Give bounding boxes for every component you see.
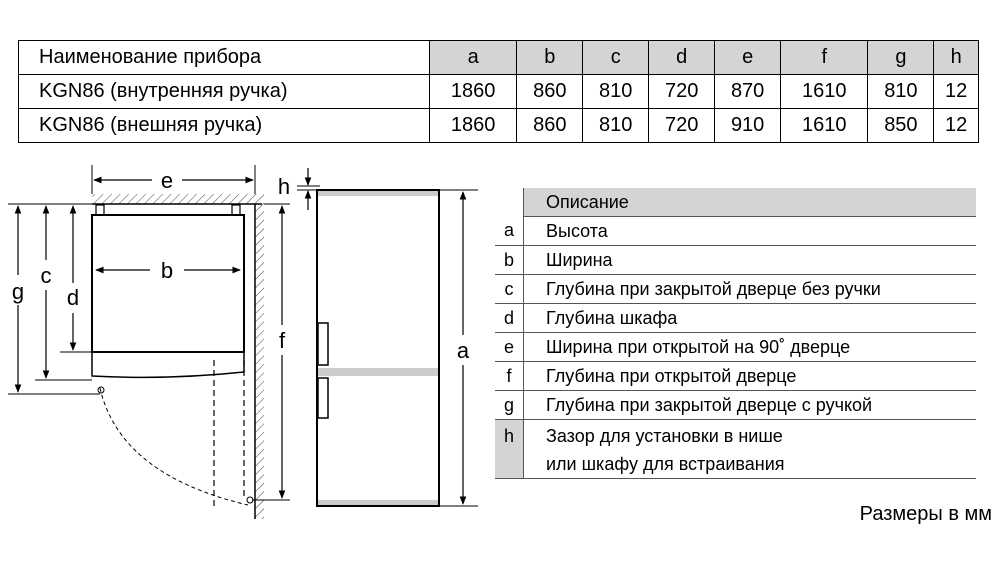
- dim-label-h: h: [277, 174, 291, 199]
- header-col-e: e: [715, 41, 781, 75]
- spacer-right: [232, 205, 240, 215]
- legend-key: c: [495, 275, 524, 304]
- legend-header: Описание: [524, 188, 977, 217]
- legend-row: [495, 217, 976, 246]
- legend-row: [495, 391, 976, 420]
- open-door-outline: [214, 360, 244, 510]
- legend-table: [495, 188, 976, 479]
- dim-label-e: e: [160, 168, 174, 193]
- units-note: Размеры в мм: [859, 503, 992, 525]
- legend-key: e: [495, 333, 524, 362]
- legend-key: g: [495, 391, 524, 420]
- legend-text-line2: или шкафу для встраивания: [546, 454, 785, 474]
- fridge-body-top-view: [92, 215, 244, 352]
- dim-label-c: c: [40, 263, 52, 288]
- cell: 12: [934, 75, 979, 109]
- dim-label-f: f: [278, 328, 286, 353]
- upper-door-handle: [318, 323, 328, 365]
- cell: 810: [583, 75, 649, 109]
- dim-label-a: a: [456, 338, 470, 363]
- cell: 860: [517, 109, 583, 143]
- legend-row: [495, 420, 976, 479]
- legend-header-row: [495, 188, 976, 217]
- dim-label-d: d: [66, 285, 80, 310]
- rear-wall-hatch: [92, 194, 255, 204]
- cell: 1860: [430, 75, 517, 109]
- cell: 1610: [781, 75, 868, 109]
- lower-door-handle: [318, 378, 328, 418]
- header-name: Наименование прибора: [19, 41, 430, 75]
- legend-key: h: [495, 420, 524, 479]
- cell: 810: [868, 75, 934, 109]
- door-swing-arc: [100, 388, 248, 505]
- header-col-g: g: [868, 41, 934, 75]
- legend-row: [495, 333, 976, 362]
- fridge-front-view: [317, 190, 439, 506]
- header-col-d: d: [649, 41, 715, 75]
- cell: 720: [649, 75, 715, 109]
- legend-key: b: [495, 246, 524, 275]
- legend-row: [495, 304, 976, 333]
- legend-key: d: [495, 304, 524, 333]
- row-name: KGN86 (внутренняя ручка): [19, 75, 430, 109]
- legend-text: Ширина при открытой на 90˚ дверце: [524, 333, 977, 362]
- side-wall-hatch: [255, 194, 264, 519]
- hinge-point: [98, 387, 104, 393]
- spacer-left: [96, 205, 104, 215]
- header-col-a: a: [430, 41, 517, 75]
- legend-key: a: [495, 217, 524, 246]
- legend-text: Глубина при открытой дверце: [524, 362, 977, 391]
- header-col-h: h: [934, 41, 979, 75]
- dim-label-g: g: [11, 279, 25, 304]
- cell: 870: [715, 75, 781, 109]
- legend-text: Глубина при закрытой дверце с ручкой: [524, 391, 977, 420]
- legend-text: Глубина при закрытой дверце без ручки: [524, 275, 977, 304]
- fridge-door-top-view: [92, 352, 244, 377]
- legend-row: [495, 275, 976, 304]
- legend-text: Высота: [524, 217, 977, 246]
- legend-row: [495, 362, 976, 391]
- legend-text: Глубина шкафа: [524, 304, 977, 333]
- row-name: KGN86 (внешняя ручка): [19, 109, 430, 143]
- header-col-b: b: [517, 41, 583, 75]
- cell: 850: [868, 109, 934, 143]
- cell: 720: [649, 109, 715, 143]
- legend-text: Зазор для установки в нише: [546, 426, 783, 446]
- dim-label-b: b: [160, 258, 174, 283]
- cell: 810: [583, 109, 649, 143]
- cell: 910: [715, 109, 781, 143]
- cell: 12: [934, 109, 979, 143]
- legend-text: Ширина: [524, 246, 977, 275]
- legend-row: [495, 246, 976, 275]
- cell: 1610: [781, 109, 868, 143]
- cell: 1860: [430, 109, 517, 143]
- header-col-f: f: [781, 41, 868, 75]
- legend-key: f: [495, 362, 524, 391]
- header-col-c: c: [583, 41, 649, 75]
- cell: 860: [517, 75, 583, 109]
